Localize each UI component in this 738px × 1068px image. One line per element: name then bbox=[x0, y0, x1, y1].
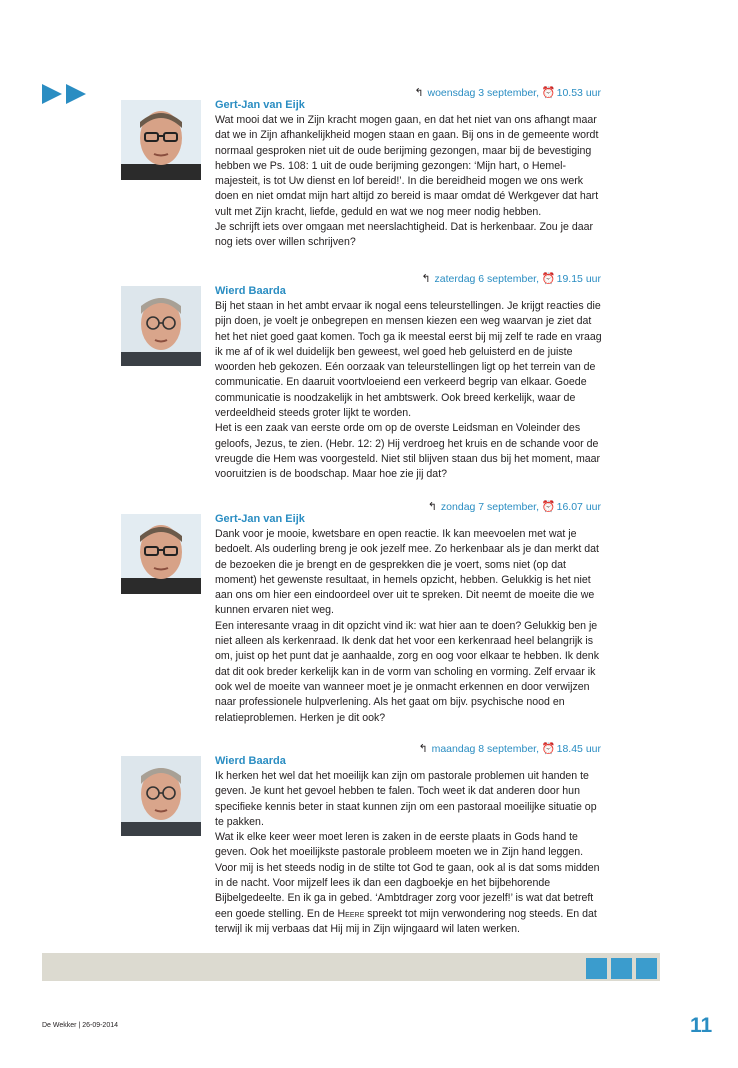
paragraph: Wat mooi dat we in Zijn kracht mogen gaan, en dat het niet van ons afhangt maar dat we in Zijn afhankelijkheid mogen staan en gaan. Bij ons in de gemeente wordt normaal gesproken niet uit de oude berijming gezongen, maar bij de bevestiging hebben we Ps. 108: 1 uit de oude berijming gezongen: ‘Mijn hart, o Hemel-majesteit, is tot Uw dienst en lof bereid!’. In die bereidheid mogen we ons werk doen en niet omdat mijn hart altijd zo bereid is maar omdat dé Werkgever dat hart vult met Zijn kracht, liefde, geduld en wat we nog meer nodig hebben. bbox=[215, 114, 599, 218]
entry-timestamp: ↰ zaterdag 6 september, ⏰19.15 uur bbox=[421, 273, 601, 285]
avatar bbox=[121, 286, 201, 366]
message-body bbox=[215, 113, 605, 251]
paragraph: Ik herken het wel dat het moeilijk kan zijn om pastorale problemen uit handen te geven. Je kunt het gevoel hebben te falen. Toch weet ik dat anderen door hun specifieke kennis beter in staat kunnen zijn om een pastoraal moeilijke situatie op te pakken. bbox=[215, 770, 597, 828]
entry-timestamp: ↰ woensdag 3 september, ⏰10.53 uur bbox=[414, 87, 601, 99]
alarm-clock-icon: ⏰ bbox=[541, 501, 556, 513]
paragraph: Een interesante vraag in dit opzicht vind ik: wat hier aan te doen? Gelukkig ben je niet alleen als kerkenraad. Ik denk dat het voor een kerkenraad heel belangrijk is om, juist op het punt dat je aanhaalde, zorg en oog voor elkaar te hebben. Ik denk dat dit ook breder kerkelijk kan in de vorm van scholing en vorming. Zelf ervaar ik ook wel de moeite van wanneer moet je je onmacht erkennen en door verwijzen naar professionele hulpverlening. Als het gaat om bijv. psychische nood en relatieproblemen. Herken je dit ook? bbox=[215, 619, 599, 724]
avatar bbox=[121, 100, 201, 180]
paragraph: Dank voor je mooie, kwetsbare en open reactie. Ik kan meevoelen met wat je bedoelt. Als ouderling breng je ook jezelf mee. Zo herkenbaar als je dan merkt dat de bezoeken die je brengt en de gesprekken die je voert, soms niet (op dat moment) het gewenste resultaat, in hemels opzicht, hebben. Gelukkig is het niet aan ons om hier een eindoordeel over uit te spreken. Dit neemt de moeite die we kunnen ervaren niet weg. bbox=[215, 528, 599, 617]
decor-square bbox=[636, 958, 657, 979]
page-number: 11 bbox=[690, 1014, 713, 1037]
decor-square bbox=[611, 958, 632, 979]
message-body bbox=[215, 769, 605, 937]
reply-arrow-icon: ↰ bbox=[421, 273, 431, 285]
message-body bbox=[215, 527, 605, 726]
avatar bbox=[121, 514, 201, 594]
entry-timestamp: ↰ maandag 8 september, ⏰18.45 uur bbox=[418, 743, 601, 755]
alarm-clock-icon: ⏰ bbox=[541, 273, 556, 285]
reply-arrow-icon: ↰ bbox=[427, 501, 437, 513]
bottom-bar bbox=[42, 953, 660, 981]
author-name: Gert-Jan van Eijk bbox=[215, 99, 305, 111]
author-name: Wierd Baarda bbox=[215, 755, 286, 767]
author-name: Gert-Jan van Eijk bbox=[215, 513, 305, 525]
reply-arrow-icon: ↰ bbox=[418, 743, 428, 755]
publication-footer: De Wekker | 26-09-2014 bbox=[42, 1022, 119, 1029]
paragraph: Wat ik elke keer weer moet leren is zaken in de eerste plaats in Gods hand te geven. Ook het moeilijkste pastorale probleem moeten we in Zijn hand leggen. Voor mij is het steeds nodig in de stilte tot God te gaan, ook al is dat soms midden in de nacht. Voor mijzelf lees ik dan een dagboekje en het bijbehorende Bijbelgedeelte. En ik ga in gebed. ‘Ambtdrager zorg voor jezelf!’ is wat dat betreft een goede stelling. En de Heere spreekt tot mijn verwondering nog steeds. En dat terwijl ik mij verbaas dat Hij mij in Zijn wijngaard wil laten werken. bbox=[215, 831, 600, 935]
paragraph: Je schrijft iets over omgaan met neerslachtigheid. Dat is herkenbaar. Zou je daar nog iets over willen schrijven? bbox=[215, 221, 594, 249]
alarm-clock-icon: ⏰ bbox=[541, 87, 556, 99]
paragraph: Het is een zaak van eerste orde om op de overste Leidsman en Voleinder des geloofs, Jezus, te zien. (Hebr. 12: 2) Hij verdroeg het kruis en de schande voor de vreugde die Hem was voorgesteld. Niet stil blijven staan dus bij het moment, maar vooruitzien is de boodschap. Maar hoe zie jij dat? bbox=[215, 422, 601, 481]
entry-timestamp: ↰ zondag 7 september, ⏰16.07 uur bbox=[427, 501, 601, 513]
paragraph: Bij het staan in het ambt ervaar ik nogal eens teleurstellingen. Je krijgt reacties die pijn doen, je voelt je onbegrepen en mensen kiezen een weg waarvan je ziet dat het het niet goed gaat komen. Toch ga ik meestal eerst bij mij zelf te rade en vraag ik me af of ik wel duidelijk ben geweest, wel goed heb geluisterd en de juiste woorden heb gekozen. Eén oorzaak van teleurstellingen ligt op het terrein van de communicatie. En daaruit voortvloeiend een verkeerd begrip van elkaar. Goede communicatie is noodzakelijk in het ambtswerk. Ook breed kerkelijk, waar de verdeeldheid steeds groter lijkt te worden. bbox=[215, 300, 602, 420]
heere-smallcaps: Heere bbox=[337, 907, 365, 920]
reply-arrow-icon: ↰ bbox=[414, 87, 424, 99]
double-play-arrow-icon bbox=[42, 83, 90, 105]
avatar bbox=[121, 756, 201, 836]
author-name: Wierd Baarda bbox=[215, 285, 286, 297]
decor-square bbox=[586, 958, 607, 979]
alarm-clock-icon: ⏰ bbox=[541, 743, 556, 755]
message-body bbox=[215, 299, 605, 483]
